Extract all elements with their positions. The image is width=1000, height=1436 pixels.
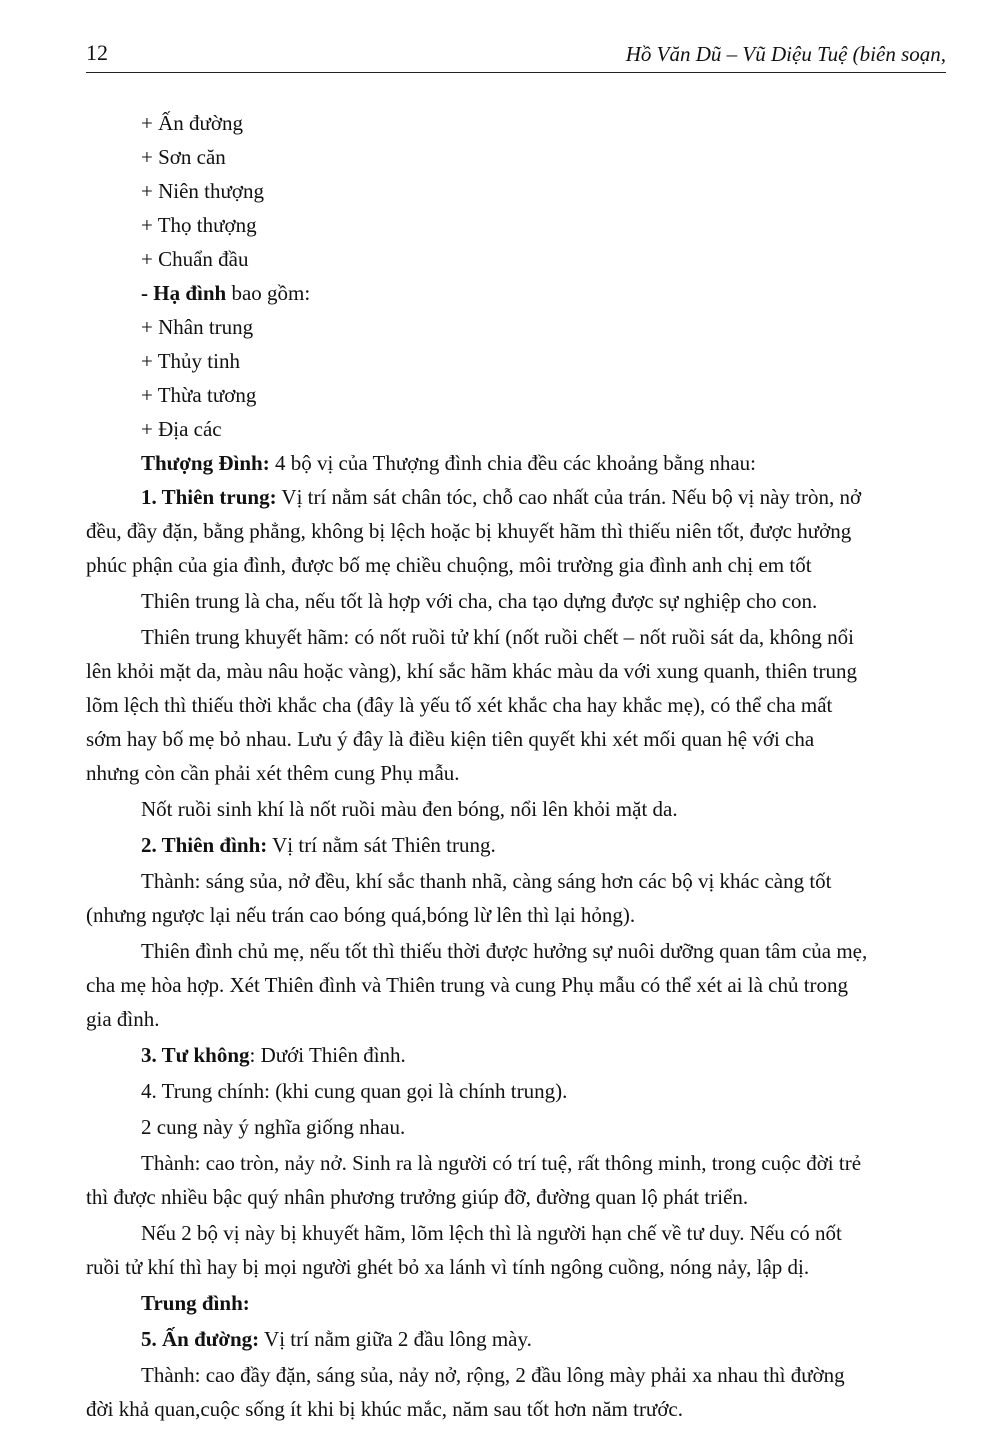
list-item: + Địa các <box>141 417 222 441</box>
list-item: + Nhân trung <box>141 315 254 339</box>
list-item: + Sơn căn <box>141 145 226 169</box>
running-head: Hồ Văn Dũ – Vũ Diệu Tuệ (biên soạn, <box>625 42 946 66</box>
list-item: + Thọ thượng <box>141 213 257 237</box>
section-tu-khong: 3. Tư không: Dưới Thiên đình. <box>141 1043 406 1067</box>
list-item: + Thủy tinh <box>141 349 240 373</box>
page-header <box>86 38 946 73</box>
section-thien-trung: 1. Thiên trung: Vị trí nằm sát chân tóc, chỗ cao nhất của trán. Nếu bộ vị này tròn, nở đều, đầy đặn, bằng phẳng, không bị lệch hoặc bị khuyết hãm thì thiếu niên tốt, được hưởng phúc phận của gia đình, được bố mẹ chiều chuộng, môi trường gia đình anh chị em tốt <box>86 485 862 577</box>
list-item: + Chuẩn đầu <box>141 247 249 271</box>
section-trung-chinh: 4. Trung chính: (khi cung quan gọi là chính trung). <box>141 1079 568 1103</box>
paragraph: Nốt ruồi sinh khí là nốt ruồi màu đen bóng, nổi lên khỏi mặt da. <box>141 797 678 821</box>
page-number: 12 <box>86 40 108 65</box>
paragraph: Thiên trung khuyết hãm: có nốt ruồi tử khí (nốt ruồi chết – nốt ruồi sát da, không nổi lên khỏi mặt da, màu nâu hoặc vàng), khí sắc hãm khác màu da với xung quanh, thiên trung lõm lệch thì thiếu thời khắc cha (đây là yếu tố xét khắc cha hay khắc mẹ), có thể cha mất sớm hay bố mẹ bỏ nhau. Lưu ý đây là điều kiện tiên quyết khi xét mối quan hệ với cha nhưng còn cần phải xét thêm cung Phụ mẫu. <box>86 625 857 785</box>
section-title: 1. Thiên trung: <box>141 485 277 509</box>
paragraph: Thành: sáng sủa, nở đều, khí sắc thanh nhã, càng sáng hơn các bộ vị khác càng tốt (nhưng ngược lại nếu trán cao bóng quá,bóng lừ lên thì lại hỏng). <box>86 869 832 927</box>
ha-dinh-heading: - Hạ đình bao gồm: <box>141 281 311 305</box>
list-item: + Ấn đường <box>141 111 243 135</box>
paragraph: 2 cung này ý nghĩa giống nhau. <box>141 1115 406 1139</box>
thuong-dinh-heading: Thượng Đình: 4 bộ vị của Thượng đình chia đều các khoảng bằng nhau: <box>141 451 757 475</box>
list-item: + Thừa tương <box>141 383 257 407</box>
section-title: 5. Ấn đường: <box>141 1327 260 1351</box>
section-title: 3. Tư không <box>141 1043 250 1067</box>
paragraph: Thiên trung là cha, nếu tốt là hợp với cha, cha tạo dựng được sự nghiệp cho con. <box>141 589 818 613</box>
paragraph: Thành: cao tròn, nảy nở. Sinh ra là người có trí tuệ, rất thông minh, trong cuộc đời trẻ thì được nhiều bậc quý nhân phương trưởng giúp đỡ, đường quan lộ phát triển. <box>86 1151 862 1209</box>
paragraph: Thành: cao đầy đặn, sáng sủa, nảy nở, rộng, 2 đầu lông mày phải xa nhau thì đường đời khả quan,cuộc sống ít khi bị khúc mắc, năm sau tốt hơn năm trước. <box>86 1363 845 1421</box>
section-title: 2. Thiên đình: <box>141 833 268 857</box>
section-thien-dinh: 2. Thiên đình: Vị trí nằm sát Thiên trung. <box>141 833 496 857</box>
paragraph: Nếu 2 bộ vị này bị khuyết hãm, lõm lệch thì là người hạn chế về tư duy. Nếu có nốt ruồi tử khí thì hay bị mọi người ghét bỏ xa lánh vì tính ngông cuồng, nóng nảy, lập dị. <box>86 1221 842 1279</box>
page-body <box>86 106 946 1428</box>
paragraph: Thiên đình chủ mẹ, nếu tốt thì thiếu thời được hưởng sự nuôi dưỡng quan tâm của mẹ, cha mẹ hòa hợp. Xét Thiên đình và Thiên trung và cung Phụ mẫu có thể xét ai là chủ trong gia đình. <box>86 939 868 1031</box>
list-item: + Niên thượng <box>141 179 264 203</box>
section-an-duong: 5. Ấn đường: Vị trí nằm giữa 2 đầu lông mày. <box>141 1327 532 1351</box>
trung-dinh-heading: Trung đình: <box>141 1291 250 1315</box>
